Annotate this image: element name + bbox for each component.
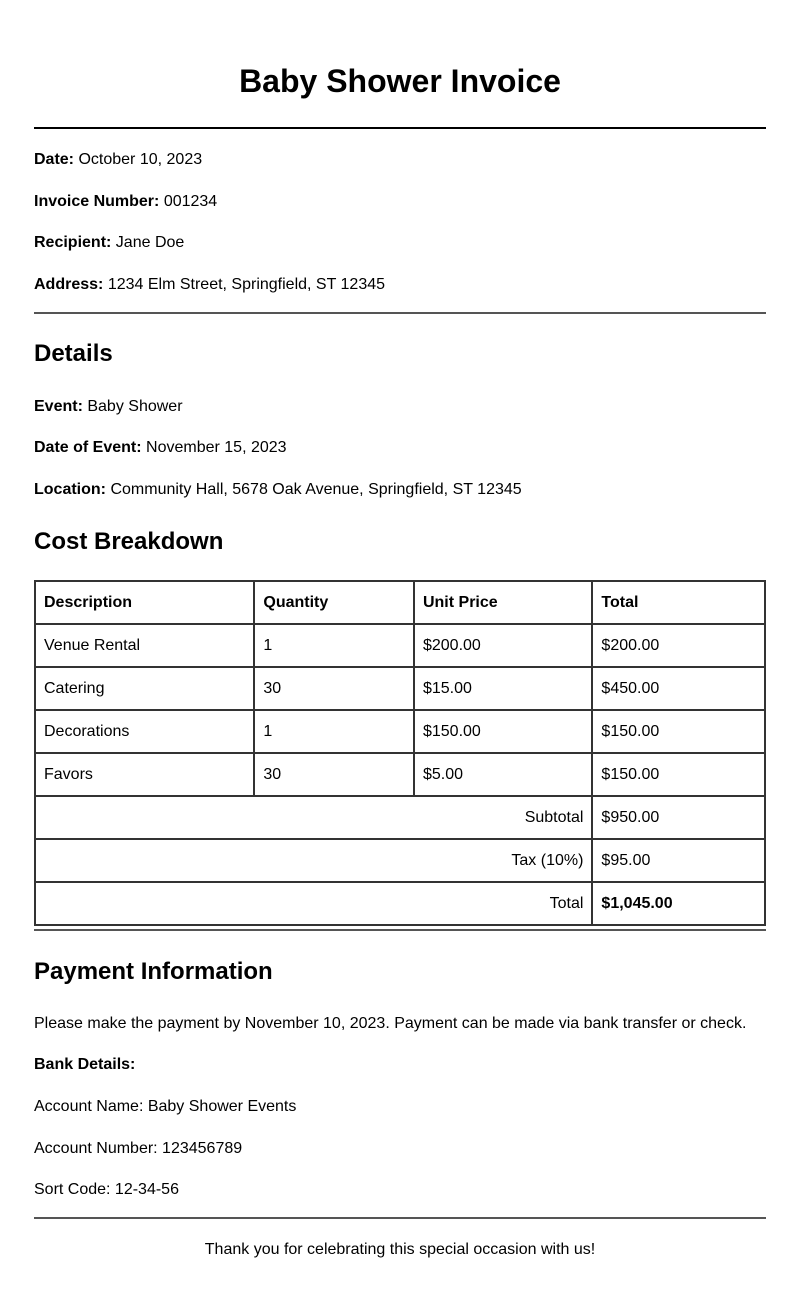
cell-quantity: 1 bbox=[254, 710, 414, 753]
header-total: Total bbox=[592, 581, 765, 624]
cell-total: $150.00 bbox=[592, 710, 765, 753]
table-header-row bbox=[35, 581, 765, 624]
payment-instructions: Please make the payment by November 10, 2023. Payment can be made via bank transfer or check. bbox=[34, 1015, 747, 1032]
invoice-address-value: 1234 Elm Street, Springfield, ST 12345 bbox=[107, 276, 386, 293]
total-row bbox=[35, 882, 765, 925]
tax-value: $95.00 bbox=[592, 839, 765, 882]
table-row bbox=[35, 753, 765, 796]
table-row bbox=[35, 667, 765, 710]
cost-table bbox=[34, 580, 766, 926]
title-divider bbox=[34, 127, 766, 129]
invoice-recipient-label: Recipient: bbox=[34, 234, 112, 251]
cell-total: $200.00 bbox=[592, 624, 765, 667]
subtotal-value: $950.00 bbox=[592, 796, 765, 839]
invoice-recipient bbox=[34, 233, 184, 253]
invoice-number bbox=[34, 192, 217, 212]
table-row bbox=[35, 710, 765, 753]
cell-description: Catering bbox=[35, 667, 254, 710]
location-label: Location: bbox=[34, 481, 106, 498]
cell-unit-price: $15.00 bbox=[414, 667, 592, 710]
header-quantity: Quantity bbox=[254, 581, 414, 624]
invoice-number-label: Invoice Number: bbox=[34, 193, 160, 210]
cell-quantity: 30 bbox=[254, 753, 414, 796]
invoice-date-label: Date: bbox=[34, 151, 75, 168]
invoice-date-value: October 10, 2023 bbox=[78, 151, 203, 168]
account-number: Account Number: 123456789 bbox=[34, 1140, 243, 1157]
header-description: Description bbox=[35, 581, 254, 624]
table-row bbox=[35, 624, 765, 667]
footer-divider bbox=[34, 1217, 766, 1219]
cell-total: $150.00 bbox=[592, 753, 765, 796]
footer-message: Thank you for celebrating this special occasion with us! bbox=[204, 1241, 596, 1258]
sort-code: Sort Code: 12-34-56 bbox=[34, 1181, 179, 1198]
cell-description: Favors bbox=[35, 753, 254, 796]
invoice-number-value: 001234 bbox=[163, 193, 218, 210]
header-divider bbox=[34, 312, 766, 314]
cell-unit-price: $5.00 bbox=[414, 753, 592, 796]
subtotal-row bbox=[35, 796, 765, 839]
header-unit-price: Unit Price bbox=[414, 581, 592, 624]
event-date-value: November 15, 2023 bbox=[146, 439, 287, 456]
bank-details-label: Bank Details: bbox=[34, 1056, 136, 1073]
event-label: Event: bbox=[34, 398, 83, 415]
invoice-recipient-value: Jane Doe bbox=[115, 234, 185, 251]
tax-row bbox=[35, 839, 765, 882]
payment-heading: Payment Information bbox=[34, 958, 273, 985]
cell-unit-price: $200.00 bbox=[414, 624, 592, 667]
cell-description: Decorations bbox=[35, 710, 254, 753]
event-value: Baby Shower bbox=[87, 398, 183, 415]
page-title: Baby Shower Invoice bbox=[239, 63, 561, 99]
cost-divider bbox=[34, 929, 766, 931]
subtotal-label: Subtotal bbox=[35, 796, 592, 839]
total-label: Total bbox=[35, 882, 592, 925]
cell-quantity: 30 bbox=[254, 667, 414, 710]
cell-unit-price: $150.00 bbox=[414, 710, 592, 753]
cell-description: Venue Rental bbox=[35, 624, 254, 667]
total-value: $1,045.00 bbox=[592, 882, 765, 925]
invoice-address-label: Address: bbox=[34, 276, 104, 293]
location-line bbox=[34, 480, 522, 500]
event-date-label: Date of Event: bbox=[34, 439, 142, 456]
event-date-line bbox=[34, 438, 287, 458]
location-value: Community Hall, 5678 Oak Avenue, Springfield, ST 12345 bbox=[110, 481, 522, 498]
account-name: Account Name: Baby Shower Events bbox=[34, 1098, 297, 1115]
cell-total: $450.00 bbox=[592, 667, 765, 710]
cell-quantity: 1 bbox=[254, 624, 414, 667]
event-line bbox=[34, 397, 183, 417]
cost-breakdown-heading: Cost Breakdown bbox=[34, 528, 224, 555]
invoice-address bbox=[34, 275, 385, 295]
details-heading: Details bbox=[34, 340, 113, 367]
invoice-date bbox=[34, 150, 202, 170]
tax-label: Tax (10%) bbox=[35, 839, 592, 882]
